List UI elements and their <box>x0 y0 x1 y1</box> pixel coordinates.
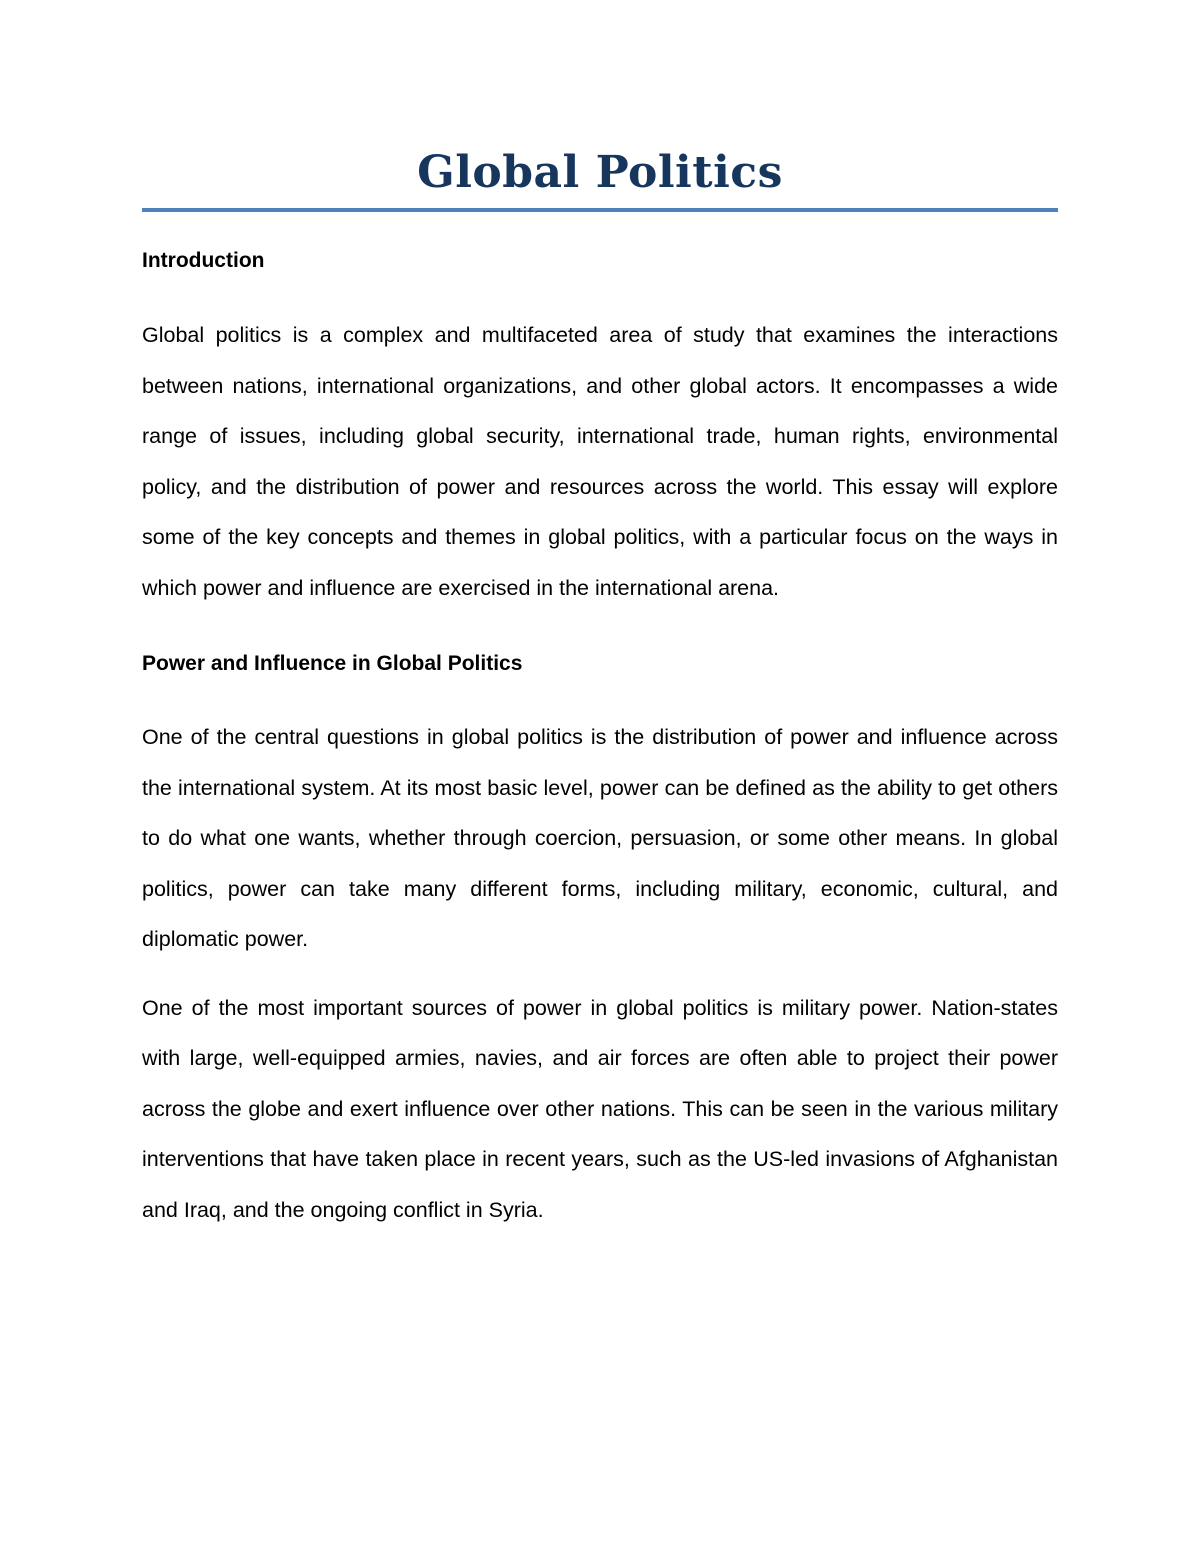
document-body <box>142 140 1058 1235</box>
document-title: Global Politics <box>417 147 783 198</box>
section-heading-power-and-influence: Power and Influence in Global Politics <box>142 652 523 675</box>
section-heading-introduction: Introduction <box>142 249 265 272</box>
power-paragraph-1: One of the central questions in global politics is the distribution of power and influence across the international system. At its most basic level, power can be defined as the ability to get others to do what one wants, whether through coercion, persuasion, or some other means. In global politics, power can take many different forms, including military, economic, cultural, and diplomatic power. <box>142 725 1058 951</box>
power-paragraph-2: One of the most important sources of power in global politics is military power. Nation-states with large, well-equipped armies, navies, and air forces are often able to project their power across the globe and exert influence over other nations. This can be seen in the various military interventions that have taken place in recent years, such as the US-led invasions of Afghanistan and Iraq, and the ongoing conflict in Syria. <box>142 995 1058 1222</box>
introduction-paragraph: Global politics is a complex and multifaceted area of study that examines the interactions between nations, international organizations, and other global actors. It encompasses a wide range of issues, including global security, international trade, human rights, environmental policy, and the distribution of power and resources across the world. This essay will explore some of the key concepts and themes in global politics, with a particular focus on the ways in which power and influence are exercised in the international arena. <box>142 323 1058 600</box>
title-underline-rule <box>142 208 1058 212</box>
